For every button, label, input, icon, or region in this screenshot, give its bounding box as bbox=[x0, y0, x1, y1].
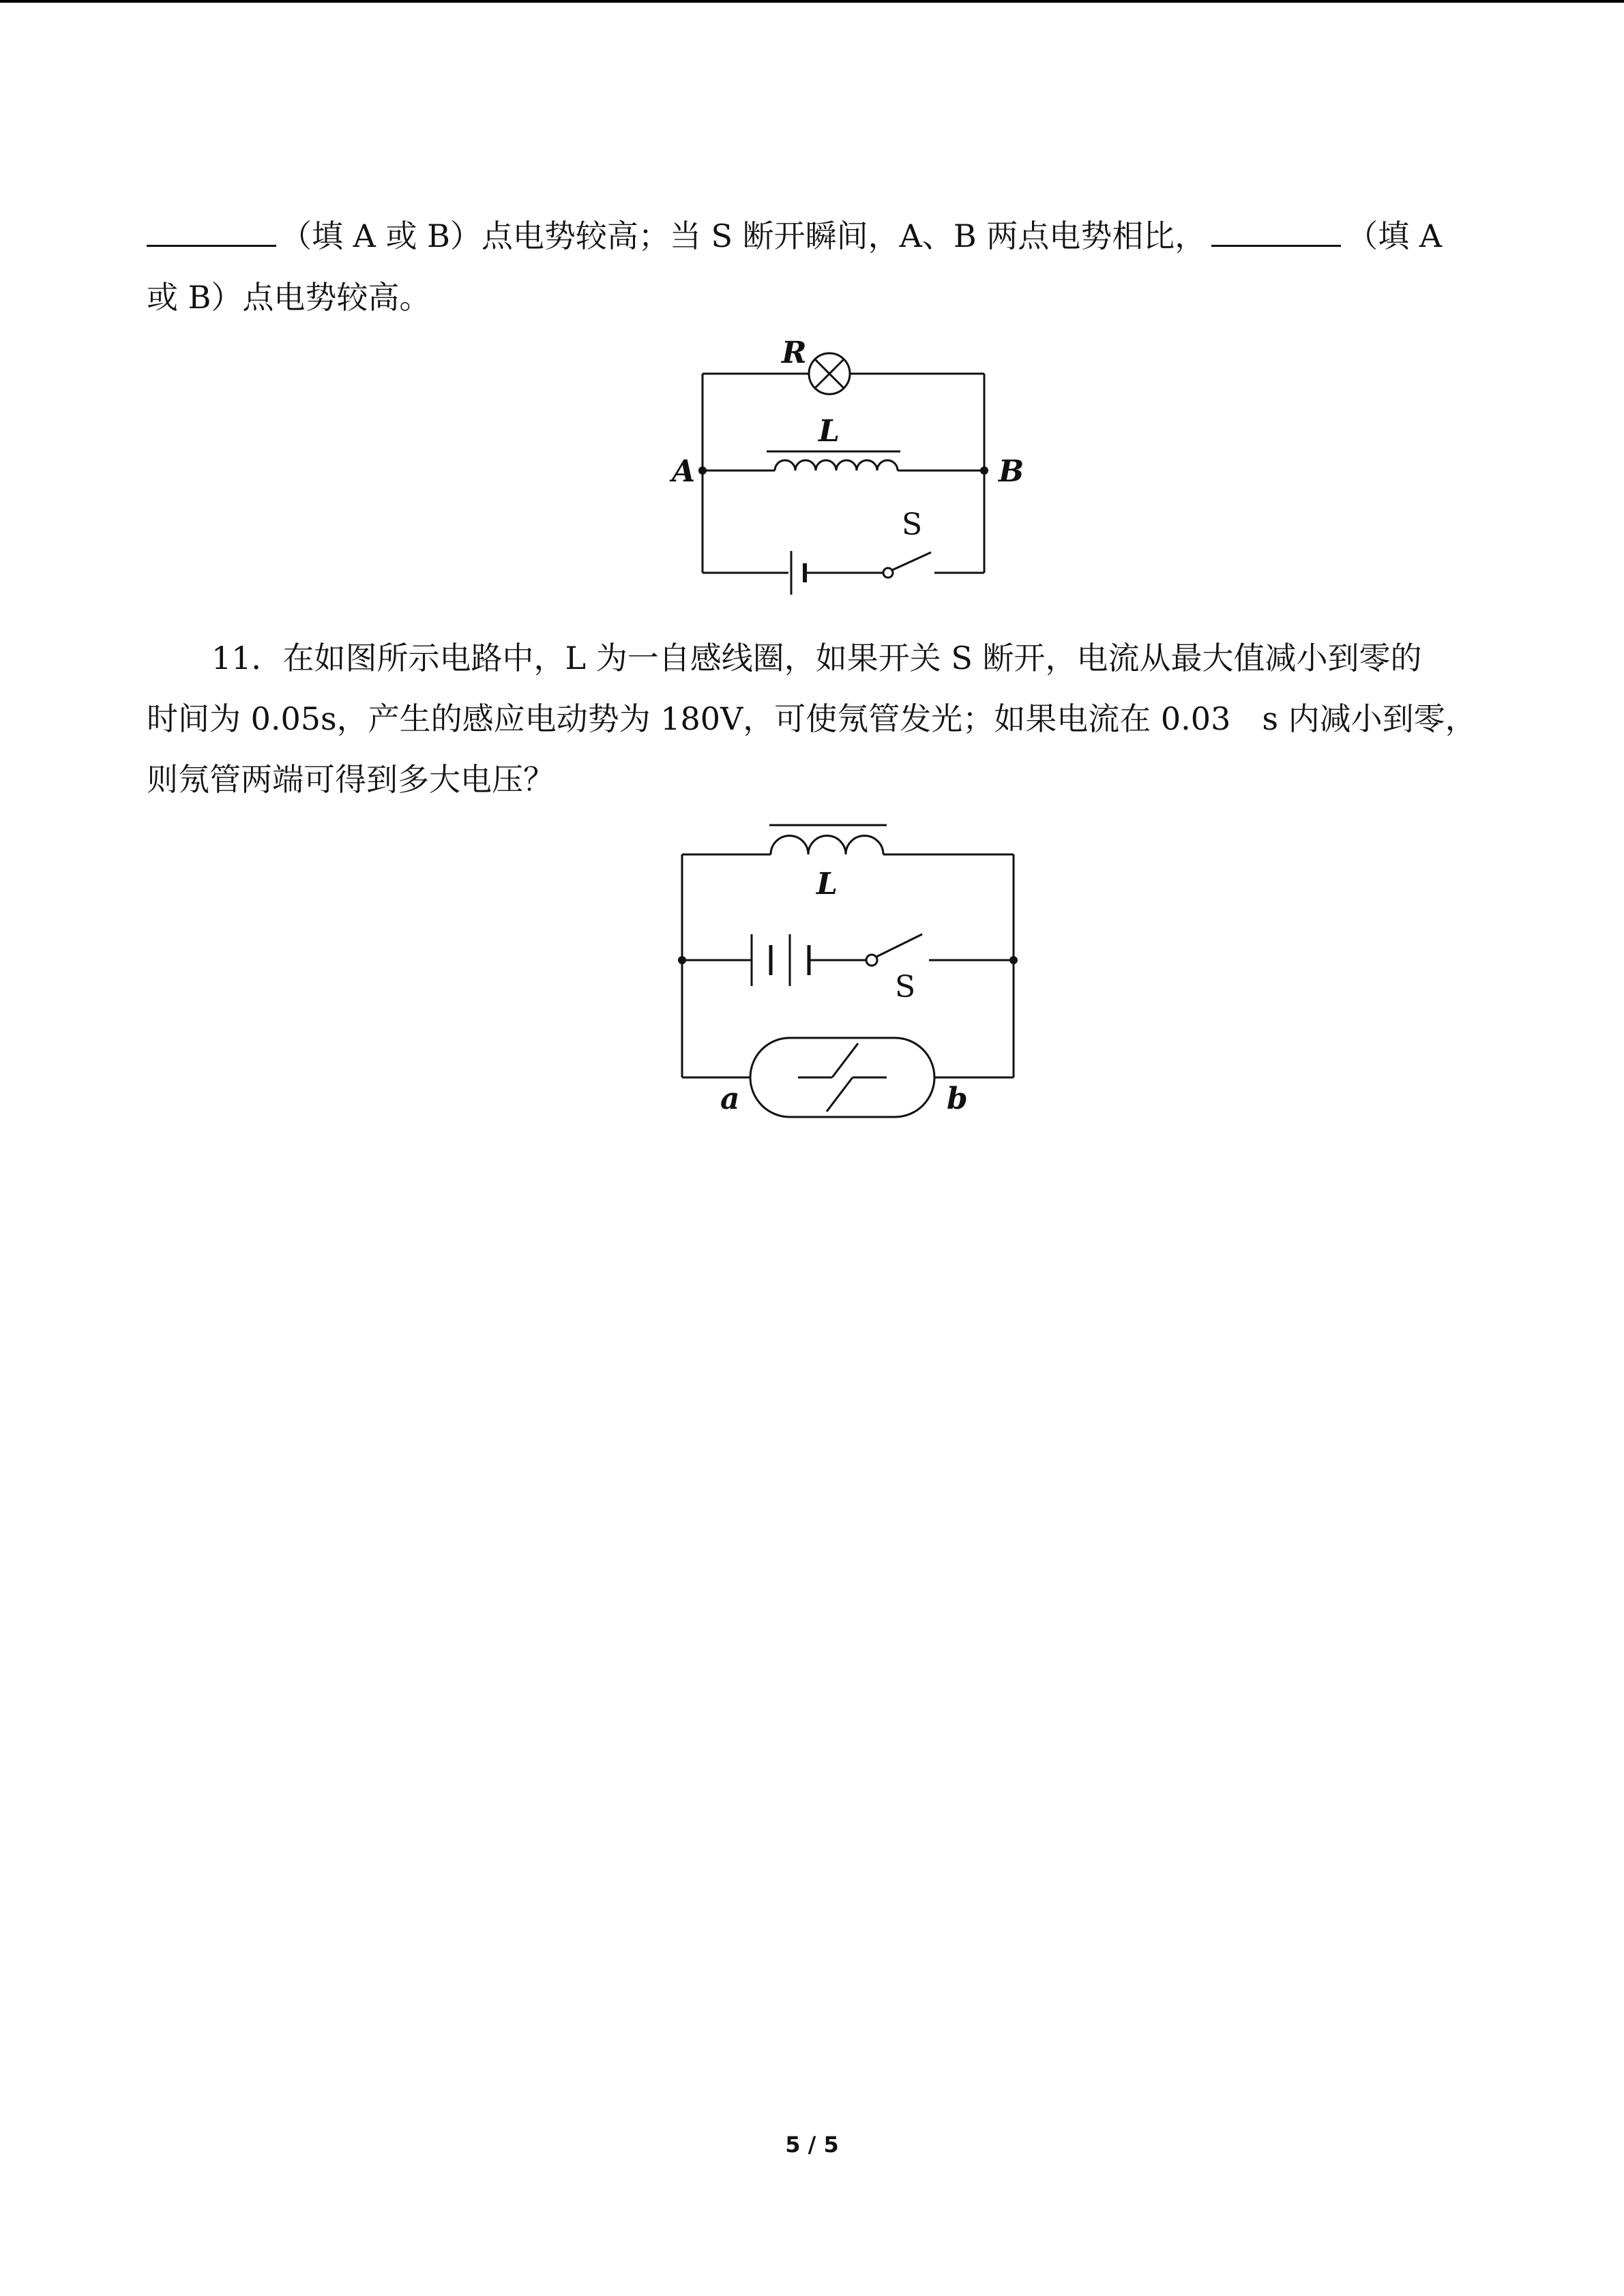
switch-icon bbox=[866, 934, 922, 966]
label-a: a bbox=[720, 1082, 740, 1116]
inductor-coil-icon bbox=[769, 825, 887, 854]
switch-icon bbox=[883, 552, 931, 578]
inductor-coil-icon bbox=[767, 451, 900, 471]
label-S: S bbox=[902, 507, 923, 542]
neon-tube-icon bbox=[750, 1038, 934, 1117]
q10-line-2: 或 B）点电势较高。 bbox=[147, 279, 431, 316]
answer-blank-2 bbox=[1211, 244, 1341, 247]
q10-text-1b: （填 A bbox=[1346, 218, 1443, 254]
q10-line-1 bbox=[147, 215, 1483, 256]
label-S: S bbox=[895, 970, 916, 1004]
circuit-diagram-1 bbox=[655, 333, 1037, 599]
q11-line-2: 时间为 0.05s，产生的感应电动势为 180V，可使氖管发光；如果电流在 0.03 s 内减小到零， bbox=[147, 700, 1477, 737]
node-right-dot bbox=[1009, 956, 1018, 964]
label-L: L bbox=[818, 414, 840, 449]
answer-blank-1 bbox=[147, 244, 276, 247]
q11-line-1: 11．在如图所示电路中，L 为一自感线圈，如果开关 S 断开，电流从最大值减小到零的 bbox=[211, 640, 1422, 676]
page-top-border bbox=[0, 0, 1624, 3]
battery-icon bbox=[791, 551, 805, 595]
page-number: 5 / 5 bbox=[785, 2132, 839, 2158]
battery-icon bbox=[752, 934, 809, 986]
label-A: A bbox=[672, 454, 696, 489]
label-b: b bbox=[947, 1082, 968, 1116]
label-B: B bbox=[999, 454, 1024, 489]
node-A-dot bbox=[698, 466, 707, 475]
node-B-dot bbox=[980, 466, 988, 475]
lamp-icon bbox=[809, 353, 850, 394]
circuit-diagram-2 bbox=[655, 811, 1037, 1132]
node-left-dot bbox=[678, 956, 686, 964]
label-R: R bbox=[782, 336, 807, 370]
label-L: L bbox=[816, 867, 838, 901]
q11-line-3: 则氖管两端可得到多大电压？ bbox=[147, 761, 555, 798]
q10-text-1a: （填 A 或 B）点电势较高；当 S 断开瞬间，A、B 两点电势相比， bbox=[280, 218, 1207, 254]
